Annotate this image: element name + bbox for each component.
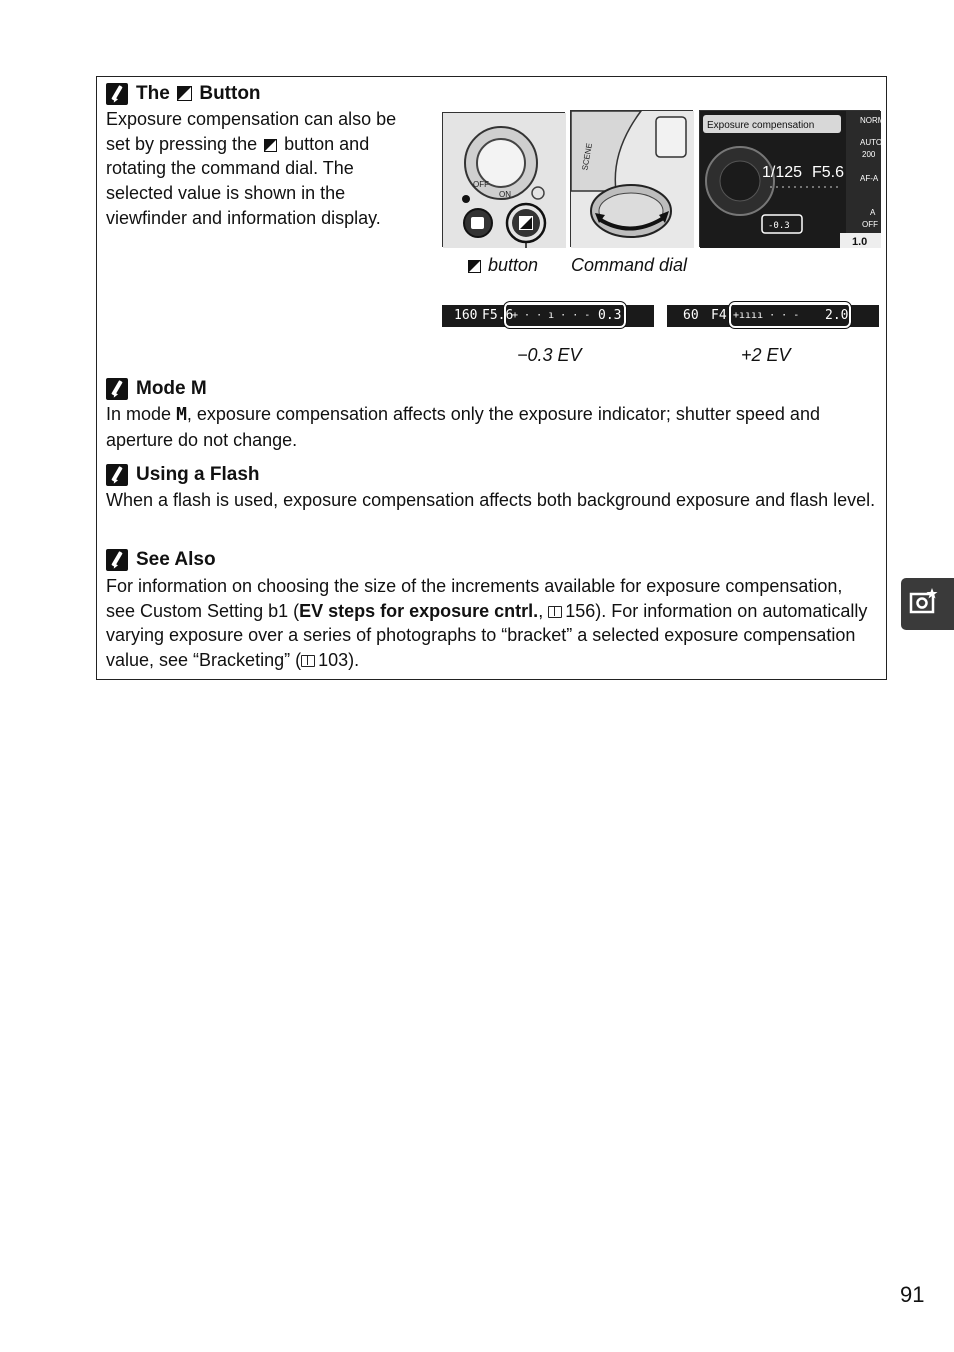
note-flash-body: When a flash is used, exposure compensation affects both background exposure and flash level. [106, 490, 876, 510]
svg-text:200: 200 [862, 150, 876, 159]
display-shutter: 1/125 [762, 164, 803, 181]
caption-minus-ev: −0.3 EV [517, 345, 582, 365]
camera-button-photo [442, 112, 565, 247]
book-icon [301, 655, 315, 667]
caption-command-dial: Command dial [571, 255, 688, 275]
page-ref-103[interactable]: 103 [318, 650, 349, 671]
camera-star-icon [901, 578, 954, 630]
exposure-compensation-icon [177, 86, 192, 101]
dial-label-off: OFF [473, 180, 489, 189]
note-mode-m-body: In mode M, exposure compensation affects only the exposure indicator; shutter speed and aperture do not change. [106, 404, 820, 450]
dial-label-scene: SCENE [580, 142, 594, 172]
display-aperture: F5.6 [812, 164, 845, 181]
note-see-also-body: For information on choosing the size of the increments available for exposure compensation, see Custom Setting b1 (EV steps for exposure cntrl., 156). For information on automatically varying exposure over a series of photographs to “bracket” a selected exposure compensation value, see “Bracketing” ( 103). [106, 576, 868, 671]
information-display-photo [699, 110, 885, 248]
svg-text:A: A [870, 208, 876, 217]
viewfinder-plus: 60 F4 +ıııı · · - 2.0 [667, 305, 879, 327]
note-see-also-heading: See Also [106, 549, 216, 571]
display-header: Exposure compensation [707, 120, 815, 131]
pencil-icon [106, 378, 128, 400]
note-mode-m-heading: Mode M [106, 378, 207, 400]
note-button-title-post: Button [199, 83, 261, 104]
exposure-compensation-icon [468, 260, 481, 273]
caption-plus-ev: +2 EV [741, 345, 791, 365]
page-number: 91 [900, 1282, 925, 1307]
svg-text:OFF: OFF [862, 220, 878, 229]
display-comp-value: -0.3 [768, 221, 790, 231]
pencil-icon [106, 549, 128, 571]
caption-button: button [466, 254, 538, 276]
pencil-icon [106, 464, 128, 486]
note-button-title-pre: The [136, 83, 170, 104]
exposure-compensation-icon [264, 139, 277, 152]
viewfinder-minus: 160 F5.6 + · · ı · · - 0.3 [442, 305, 654, 327]
side-tab[interactable] [901, 578, 954, 630]
book-icon [548, 606, 562, 618]
note-flash-heading: Using a Flash [106, 464, 260, 486]
command-dial-photo [570, 110, 693, 247]
svg-text:NORM: NORM [860, 116, 885, 125]
note-button-body: Exposure compensation can also be set by pressing the button and rotating the command dial. The selected value is shown in the viewfinder and information display. [106, 109, 397, 228]
svg-text:AUTO: AUTO [860, 138, 883, 147]
svg-text:AF-A: AF-A [860, 174, 879, 183]
note-button-heading [106, 83, 261, 105]
pencil-icon [106, 83, 128, 105]
notes-box [96, 76, 887, 680]
page-ref-156[interactable]: 156 [565, 600, 596, 621]
dial-label-on: ON [499, 190, 511, 199]
display-bottom-value: 1.0 [852, 236, 868, 248]
